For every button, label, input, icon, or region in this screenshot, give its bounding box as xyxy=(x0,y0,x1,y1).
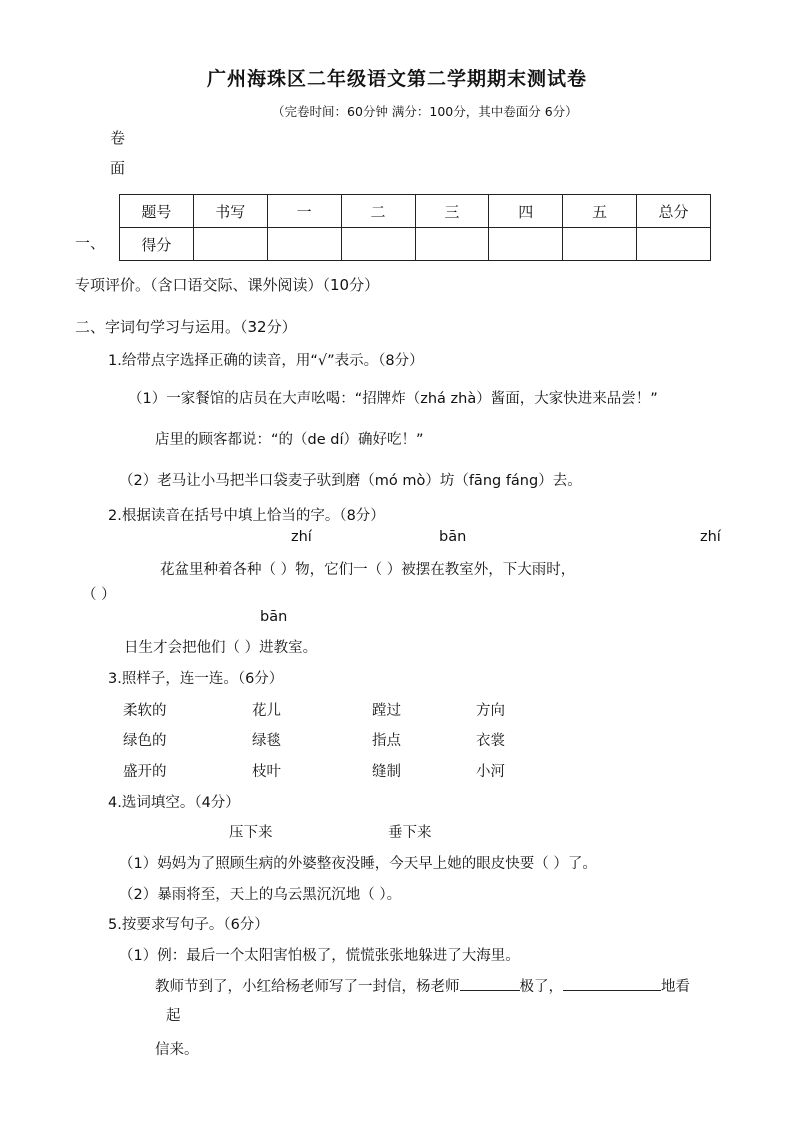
table-cell: 二 xyxy=(341,195,415,228)
choice-word-1: 压下来 xyxy=(229,825,273,841)
section-1-number: 一、 xyxy=(75,234,106,252)
table-cell: 书写 xyxy=(193,195,267,228)
score-cell[interactable] xyxy=(267,228,341,261)
q4-item2: （2）暴雨将至，天上的乌云黑沉沉地（ ）。 xyxy=(119,887,402,903)
match-word: 方向 xyxy=(476,703,505,719)
table-cell: 五 xyxy=(563,195,637,228)
table-cell: 四 xyxy=(489,195,563,228)
score-table xyxy=(119,194,711,261)
pinyin-3: zhí xyxy=(700,529,721,545)
section-1-title: 专项评价。（含口语交际、课外阅读）（10分） xyxy=(75,276,380,294)
q5-line1-part-b: 极了， xyxy=(519,979,563,995)
table-cell: 题号 xyxy=(120,195,194,228)
answer-blank[interactable] xyxy=(563,975,661,991)
choice-word-2: 垂下来 xyxy=(388,825,432,841)
q5-line3: 信来。 xyxy=(155,1042,199,1058)
pinyin-1: zhí xyxy=(291,529,312,545)
match-word: 绿色的 xyxy=(123,733,167,749)
vertical-label-char-1: 卷 xyxy=(110,129,126,147)
exam-info: （完卷时间：60分钟 满分：100分，其中卷面分 6分） xyxy=(272,104,578,119)
q5-line1 xyxy=(155,975,690,996)
q4-title: 4.选词填空。（4分） xyxy=(108,795,240,811)
q5-line1-part-a: 教师节到了，小红给杨老师写了一封信，杨老师 xyxy=(155,979,460,995)
q5-title: 5.按要求写句子。（6分） xyxy=(108,917,269,933)
answer-blank[interactable] xyxy=(460,975,520,991)
table-cell: 总分 xyxy=(637,195,711,228)
table-cell: 一 xyxy=(267,195,341,228)
pinyin-2: bān xyxy=(439,529,467,545)
match-word: 缝制 xyxy=(372,764,401,780)
match-word: 指点 xyxy=(372,733,401,749)
q5-example: （1）例：最后一个太阳害怕极了，慌慌张张地躲进了大海里。 xyxy=(119,948,520,964)
q1-item2: （2）老马让小马把半口袋麦子驮到磨（mó mò）坊（fāng fáng）去。 xyxy=(119,473,582,489)
q2-line1-blank: （ ） xyxy=(82,587,116,603)
score-cell[interactable] xyxy=(637,228,711,261)
q1-item1-line2: 店里的顾客都说：“的（de dí）确好吃！” xyxy=(155,432,424,448)
page-title: 广州海珠区二年级语文第二学期期末测试卷 xyxy=(206,68,587,90)
score-cell[interactable] xyxy=(415,228,489,261)
q1-item1-line1: （1）一家餐馆的店员在大声吆喝：“招牌炸（zhá zhà）酱面，大家快进来品尝！” xyxy=(128,391,658,407)
q2-line2: 日生才会把他们（ ）进教室。 xyxy=(124,640,318,656)
q2-title: 2.根据读音在括号中填上恰当的字。（8分） xyxy=(108,508,385,524)
match-word: 花儿 xyxy=(252,703,281,719)
table-cell: 得分 xyxy=(120,228,194,261)
score-cell[interactable] xyxy=(193,228,267,261)
score-table-score-row xyxy=(120,228,711,261)
match-word: 蹚过 xyxy=(372,703,401,719)
score-cell[interactable] xyxy=(563,228,637,261)
q2-line1: 花盆里种着各种（ ）物，它们一（ ）被摆在教室外，下大雨时， xyxy=(160,562,576,578)
match-word: 衣裳 xyxy=(476,733,505,749)
match-word: 柔软的 xyxy=(123,703,167,719)
score-cell[interactable] xyxy=(489,228,563,261)
pinyin-4: bān xyxy=(260,609,288,625)
q5-line1-part-c: 地看 xyxy=(661,979,690,995)
q4-item1: （1）妈妈为了照顾生病的外婆整夜没睡，今天早上她的眼皮快要（ ）了。 xyxy=(119,856,597,872)
match-word: 小河 xyxy=(476,764,505,780)
match-word: 枝叶 xyxy=(252,764,281,780)
section-2-title: 二、字词句学习与运用。（32分） xyxy=(75,318,297,336)
vertical-label-char-2: 面 xyxy=(110,159,126,177)
q5-line2: 起 xyxy=(166,1008,181,1024)
table-cell: 三 xyxy=(415,195,489,228)
match-word: 盛开的 xyxy=(123,764,167,780)
match-word: 绿毯 xyxy=(252,733,281,749)
score-table-header-row xyxy=(120,195,711,228)
score-cell[interactable] xyxy=(341,228,415,261)
q3-title: 3.照样子，连一连。（6分） xyxy=(108,671,284,687)
q1-title: 1.给带点字选择正确的读音，用“√”表示。（8分） xyxy=(108,353,424,369)
